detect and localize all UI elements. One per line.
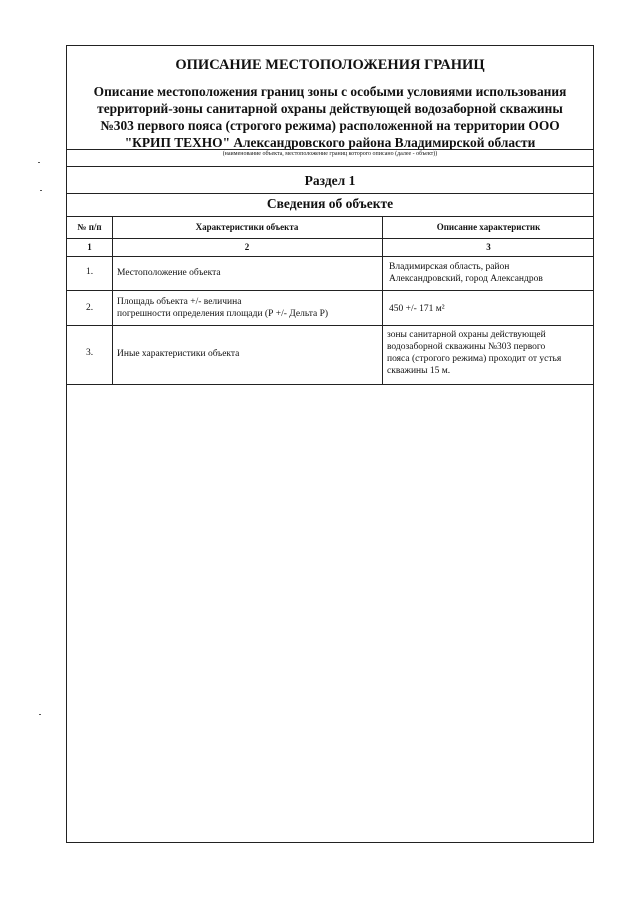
row-2-characteristic-line: погрешности определения площади (Р +/- Дельта Р)	[117, 309, 329, 319]
row-3-number: 3.	[85, 348, 94, 358]
section-divider-top	[67, 166, 593, 167]
row-1-characteristic-line: Местоположение объекта	[117, 268, 221, 278]
document-frame	[66, 45, 594, 843]
section-divider-middle	[67, 193, 593, 194]
row-3-description-line: зоны санитарной охраны действующей	[387, 330, 546, 340]
row-2-description-line: 450 +/- 171 м²	[389, 304, 445, 314]
section-title: Раздел 1	[304, 173, 356, 188]
column-number-2: 2	[244, 242, 250, 252]
margin-mark	[40, 190, 42, 191]
row-3-description	[387, 329, 592, 377]
table-numbers-divider	[67, 256, 593, 257]
column-number-3: 3	[486, 242, 491, 252]
header-description: Описание характеристик	[436, 222, 541, 232]
row-1-description	[389, 261, 543, 285]
margin-mark	[38, 162, 40, 163]
table-border-bottom	[67, 384, 593, 385]
document-subtitle	[75, 83, 585, 151]
caption-note: (наименование объекта, местоположение границ которого описано (далее - объект))	[222, 151, 438, 157]
row-3-description-line: водозаборной скважины №303 первого	[387, 342, 546, 352]
margin-mark	[39, 714, 41, 715]
subtitle-line: Описание местоположения границ зоны с особыми условиями использования	[93, 84, 567, 99]
row-2-characteristic-line: Площадь объекта +/- величина	[117, 297, 242, 307]
row-2-description	[389, 303, 445, 315]
row-1-number: 1.	[85, 267, 94, 277]
row-3-characteristic	[117, 348, 239, 360]
header-number: № п/п	[77, 222, 102, 232]
row-3-description-line: скважины 15 м.	[387, 366, 451, 376]
section-subtitle: Сведения об объекте	[266, 196, 394, 211]
table-border-top	[67, 216, 593, 217]
table-row-divider	[67, 290, 593, 291]
column-number-1: 1	[87, 242, 92, 252]
row-3-characteristic-line: Иные характеристики объекта	[117, 349, 240, 359]
document-title: ОПИСАНИЕ МЕСТОПОЛОЖЕНИЯ ГРАНИЦ	[175, 57, 485, 73]
subtitle-line: "КРИП ТЕХНО" Александровского района Владимирской области	[124, 135, 536, 150]
row-1-description-line: Александровский, город Александров	[389, 274, 543, 284]
row-1-characteristic	[117, 267, 221, 279]
row-2-number: 2.	[85, 303, 94, 313]
caption-divider	[67, 149, 593, 150]
subtitle-line: №303 первого пояса (строгого режима) расположенной на территории ООО	[100, 118, 560, 133]
header-characteristic: Характеристики объекта	[195, 222, 299, 232]
table-row-divider	[67, 325, 593, 326]
subtitle-line: территорий-зоны санитарной охраны действующей водозаборной скважины	[97, 101, 563, 116]
table-header-divider	[67, 238, 593, 239]
row-2-characteristic	[117, 296, 328, 320]
row-1-description-line: Владимирская область, район	[389, 262, 510, 272]
row-3-description-line: пояса (строгого режима) проходит от устья	[387, 354, 562, 364]
